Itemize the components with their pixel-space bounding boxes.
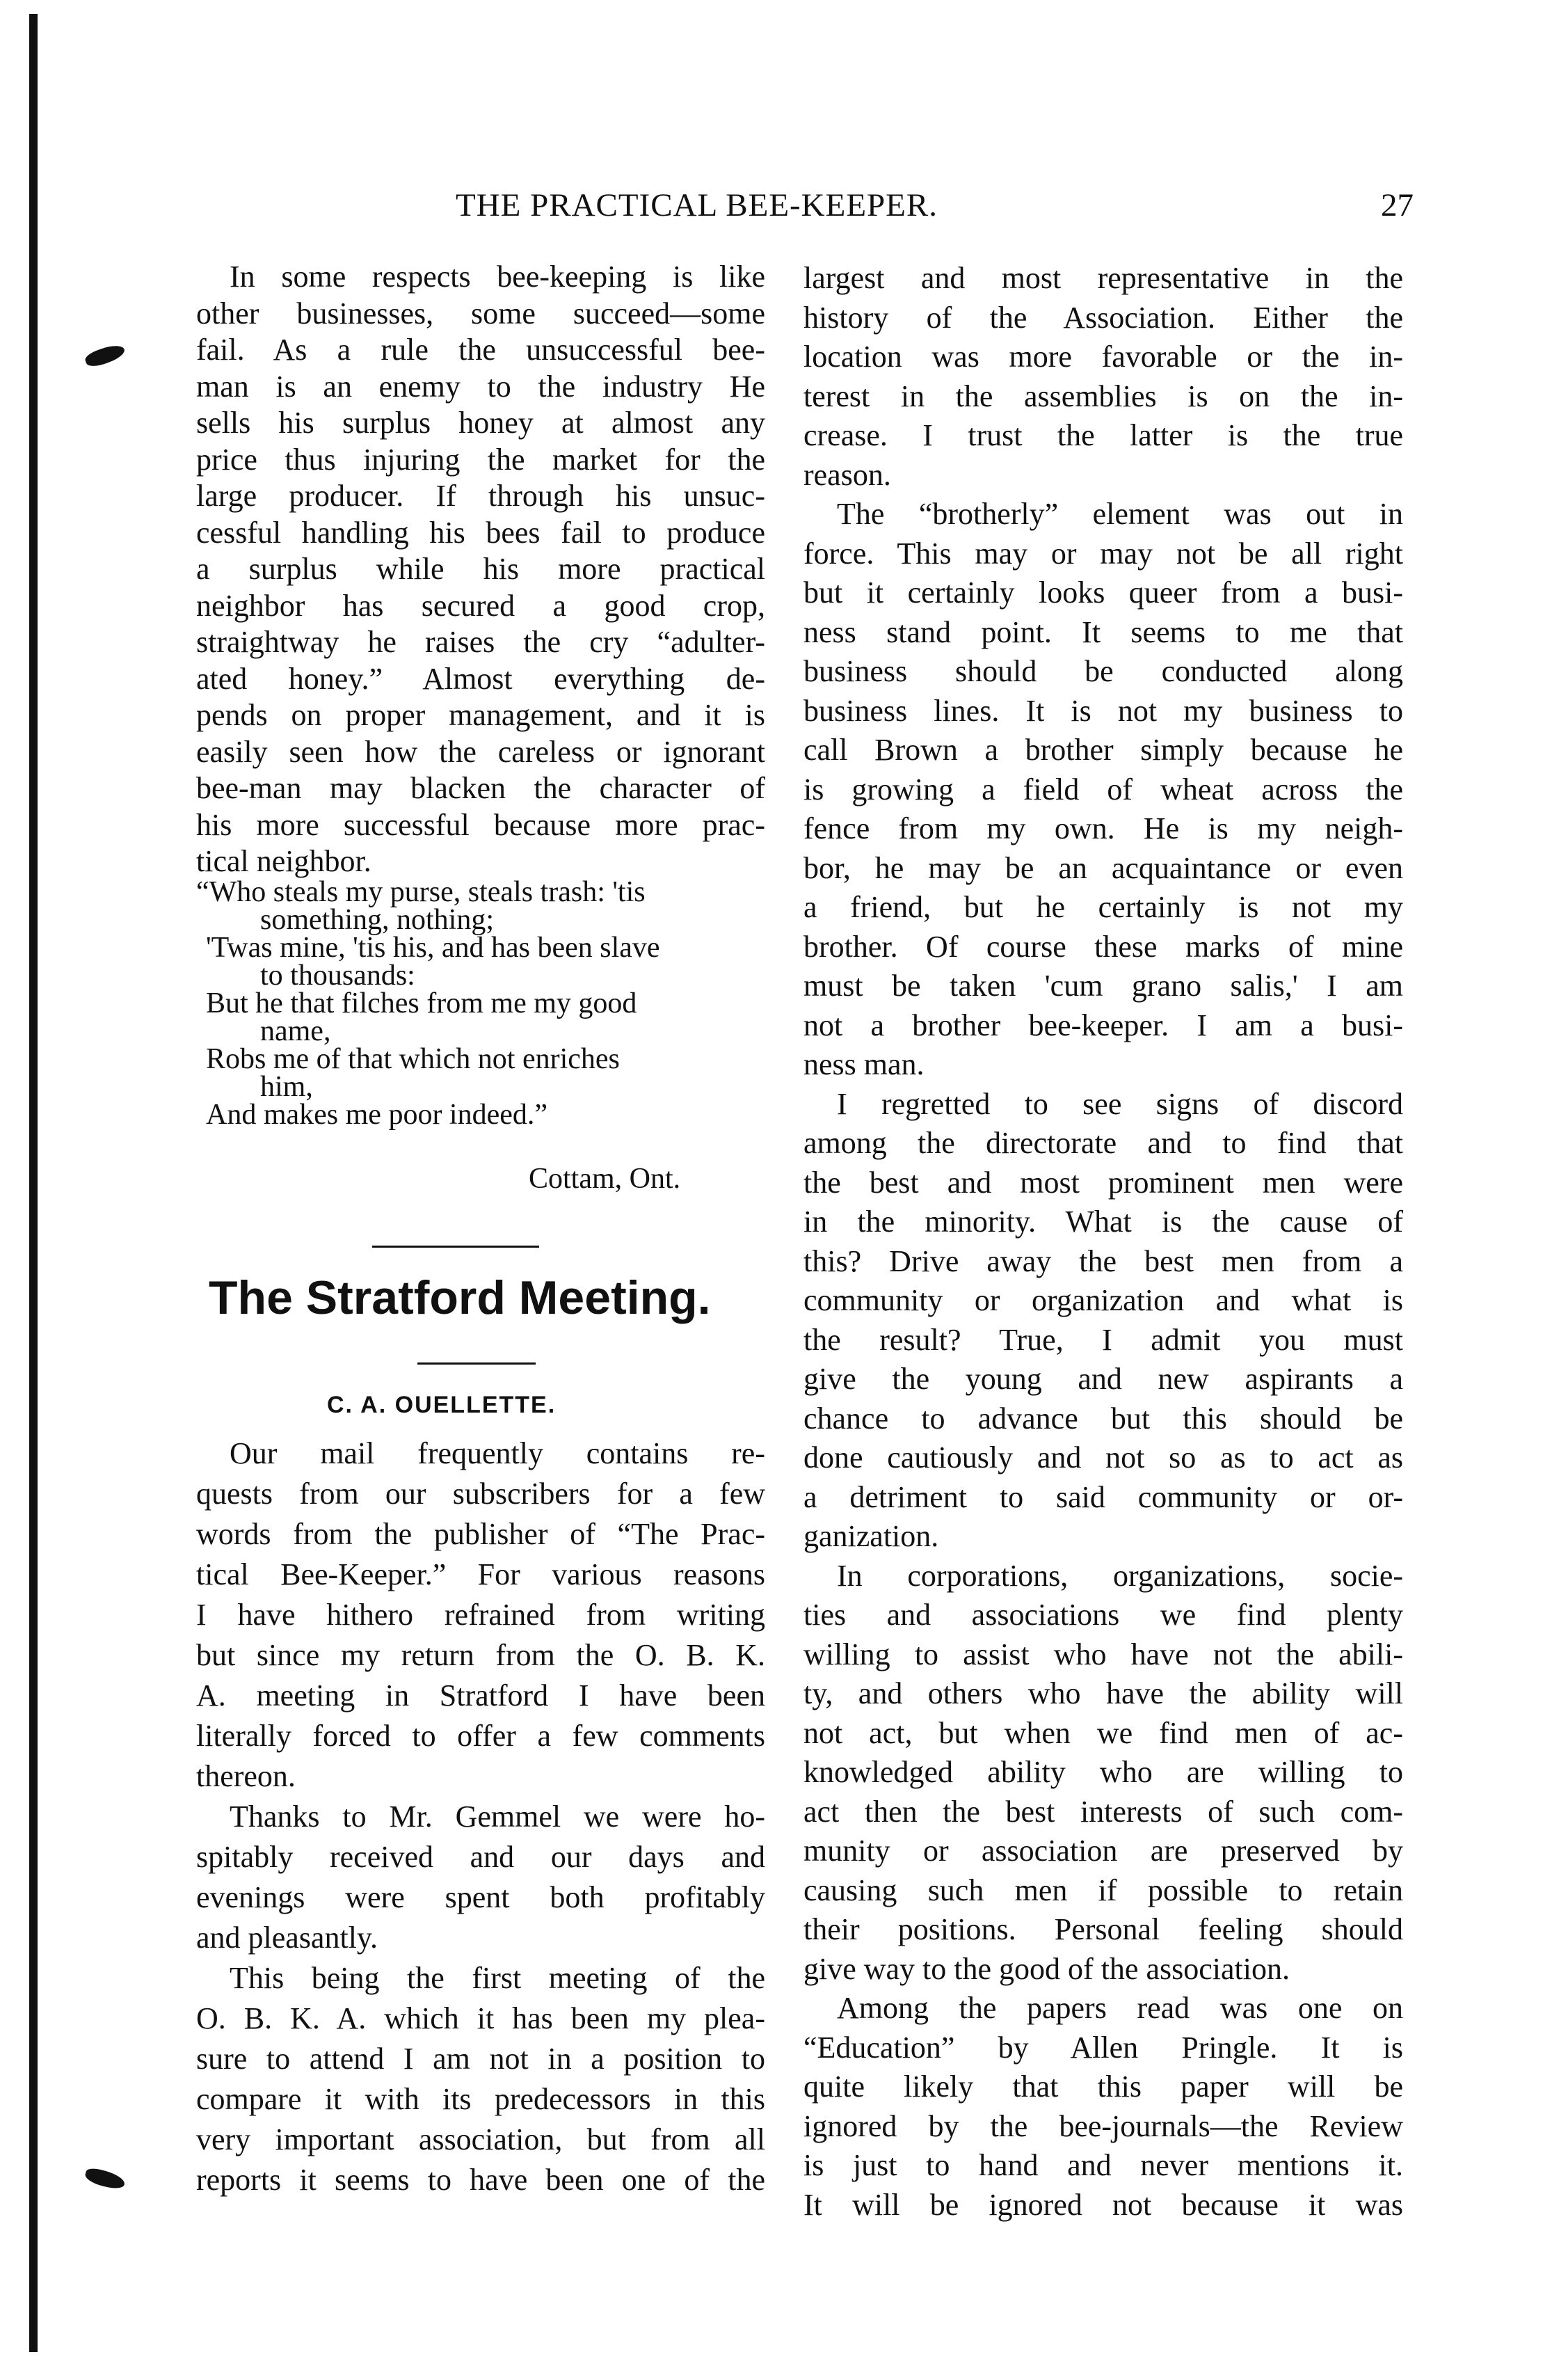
page-binding-edge — [29, 14, 38, 2352]
text-line: not a brother bee-keeper. I am a busi- — [803, 1008, 1403, 1042]
text-line: sure to attend I am not in a position to — [196, 2042, 765, 2076]
text-line: In corporations, organizations, socie- — [837, 1558, 1403, 1593]
text-line: A. meeting in Stratford I have been — [196, 1678, 765, 1713]
text-line: pends on proper management, and it is — [196, 698, 765, 732]
text-line: very important association, but from all — [196, 2122, 765, 2156]
text-line: The “brotherly” element was out in — [837, 497, 1403, 531]
text-line: crease. I trust the latter is the true — [803, 418, 1403, 452]
text-line: ated honey.” Almost everything de- — [196, 661, 765, 696]
poem-line-continuation: something, nothing; — [260, 904, 494, 936]
text-line: is just to hand and never mentions it. — [803, 2148, 1403, 2182]
text-line: among the directorate and to find that — [803, 1126, 1403, 1160]
text-line: causing such men if possible to retain — [803, 1873, 1403, 1907]
article-body-left — [196, 1433, 765, 2200]
poem-line: “Who steals my purse, steals trash: 'tis — [196, 876, 646, 908]
text-line: largest and most representative in the — [803, 261, 1403, 295]
text-line: but since my return from the O. B. K. — [196, 1638, 765, 1672]
text-line: act then the best interests of such com- — [803, 1794, 1403, 1829]
poem-line-continuation: name, — [260, 1015, 331, 1047]
text-line: munity or association are preserved by — [803, 1834, 1403, 1868]
text-line: thereon. — [196, 1759, 296, 1793]
text-line: community or organization and what is — [803, 1283, 1403, 1317]
text-line: the result? True, I admit you must — [803, 1322, 1403, 1357]
text-line: easily seen how the careless or ignorant — [196, 734, 765, 769]
divider-rule — [372, 1246, 539, 1248]
article-author: C. A. OUELLETTE. — [327, 1392, 557, 1418]
text-line: their positions. Personal feeling should — [803, 1912, 1403, 1946]
text-line: cessful handling his bees fail to produce — [196, 515, 765, 550]
text-line: literally forced to offer a few comments — [196, 1719, 765, 1753]
text-line: Thanks to Mr. Gemmel we were ho- — [230, 1799, 765, 1834]
text-line: the best and most prominent men were — [803, 1165, 1403, 1200]
text-line: sells his surplus honey at almost any — [196, 406, 765, 440]
poem-quotation — [196, 878, 765, 1129]
text-line: give way to the good of the association. — [803, 1951, 1290, 1986]
text-line: ties and associations we find plenty — [803, 1598, 1403, 1632]
text-line: location was more favorable or the in- — [803, 340, 1403, 374]
text-line: I have hithero refrained from writing — [196, 1598, 765, 1632]
text-line: a friend, but he certainly is not my — [803, 890, 1403, 924]
poem-line-continuation: to thousands: — [260, 960, 415, 992]
running-title: THE PRACTICAL BEE-KEEPER. — [456, 187, 938, 223]
text-line: brother. Of course these marks of mine — [803, 929, 1403, 964]
text-line: ness stand point. It seems to me that — [803, 614, 1403, 649]
text-line: Our mail frequently contains re- — [230, 1436, 765, 1470]
divider-rule — [417, 1362, 536, 1365]
text-line: ness man. — [803, 1047, 925, 1081]
text-line: a surplus while his more practical — [196, 552, 765, 586]
text-line: this? Drive away the best men from a — [803, 1243, 1403, 1278]
page-number: 27 — [1381, 187, 1414, 223]
text-line: spitably received and our days and — [196, 1840, 765, 1874]
text-line: O. B. K. A. which it has been my plea- — [196, 2001, 765, 2035]
poem-place: Cottam, Ont. — [529, 1163, 681, 1195]
text-line: willing to assist who have not the abili- — [803, 1637, 1403, 1671]
text-line: business lines. It is not my business to — [803, 693, 1403, 728]
text-line: reports it seems to have been one of the — [196, 2163, 765, 2197]
text-line: a detriment to said community or or- — [803, 1479, 1403, 1514]
text-line: bee-man may blacken the character of — [196, 771, 765, 805]
text-line: It will be ignored not because it was — [803, 2187, 1403, 2222]
text-line: terest in the assemblies is on the in- — [803, 379, 1403, 413]
poem-line: But he that filches from me my good — [206, 987, 637, 1019]
text-line: I regretted to see signs of discord — [837, 1086, 1403, 1121]
margin-hand-mark-icon — [83, 342, 127, 370]
text-line: ty, and others who have the ability will — [803, 1676, 1403, 1710]
text-line: “Education” by Allen Pringle. It is — [803, 2030, 1403, 2065]
text-line: give the young and new aspirants a — [803, 1362, 1403, 1396]
text-line: words from the publisher of “The Prac- — [196, 1517, 765, 1551]
text-line: his more successful because more prac- — [196, 807, 765, 842]
article-title: The Stratford Meeting. — [209, 1271, 711, 1324]
text-line: tical Bee-Keeper.” For various reasons — [196, 1557, 765, 1591]
text-line: price thus injuring the market for the — [196, 442, 765, 477]
text-line: in the minority. What is the cause of — [803, 1205, 1403, 1239]
text-line: business should be conducted along — [803, 654, 1403, 688]
text-line: ignored by the bee-journals—the Review — [803, 2108, 1403, 2143]
text-line: and pleasantly. — [196, 1921, 378, 1955]
text-line: quite likely that this paper will be — [803, 2069, 1403, 2104]
text-line: Among the papers read was one on — [837, 1991, 1403, 2025]
text-line: is growing a field of wheat across the — [803, 772, 1403, 806]
text-line: not act, but when we find men of ac- — [803, 1715, 1403, 1750]
poem-line: And makes me poor indeed.” — [206, 1099, 548, 1131]
text-line: large producer. If through his unsuc- — [196, 479, 765, 513]
text-line: done cautiously and not so as to act as — [803, 1440, 1403, 1475]
margin-hand-mark-icon — [83, 2166, 127, 2191]
text-line: compare it with its predecessors in this — [196, 2082, 765, 2116]
text-line: evenings were spent both profitably — [196, 1880, 765, 1914]
text-line: knowledged ability who are willing to — [803, 1755, 1403, 1789]
text-line: ganization. — [803, 1519, 939, 1553]
text-line: quests from our subscribers for a few — [196, 1477, 765, 1511]
text-line: history of the Association. Either the — [803, 300, 1403, 335]
text-line: chance to advance but this should be — [803, 1401, 1403, 1436]
text-line: In some respects bee-keeping is like — [230, 260, 765, 294]
text-line: neighbor has secured a good crop, — [196, 588, 765, 623]
text-line: man is an enemy to the industry He — [196, 369, 765, 404]
text-line: straightway he raises the cry “adulter- — [196, 625, 765, 659]
text-line: bor, he may be an acquaintance or even — [803, 850, 1403, 885]
text-line: tical neighbor. — [196, 844, 371, 878]
text-line: must be taken 'cum grano salis,' I am — [803, 969, 1403, 1003]
text-line: other businesses, some succeed—some — [196, 296, 765, 331]
poem-line-continuation: him, — [260, 1071, 313, 1103]
article-body-right — [803, 259, 1403, 2225]
text-line: fail. As a rule the unsuccessful bee- — [196, 333, 765, 367]
poem-line: Robs me of that which not enriches — [206, 1043, 620, 1075]
text-line: force. This may or may not be all right — [803, 536, 1403, 571]
poem-line: 'Twas mine, 'tis his, and has been slave — [206, 932, 660, 964]
text-line: This being the first meeting of the — [230, 1961, 765, 1995]
text-line: fence from my own. He is my neigh- — [803, 811, 1403, 845]
left-column-text — [196, 259, 765, 880]
text-line: reason. — [803, 457, 891, 492]
text-line: but it certainly looks queer from a busi- — [803, 575, 1403, 610]
text-line: call Brown a brother simply because he — [803, 733, 1403, 767]
